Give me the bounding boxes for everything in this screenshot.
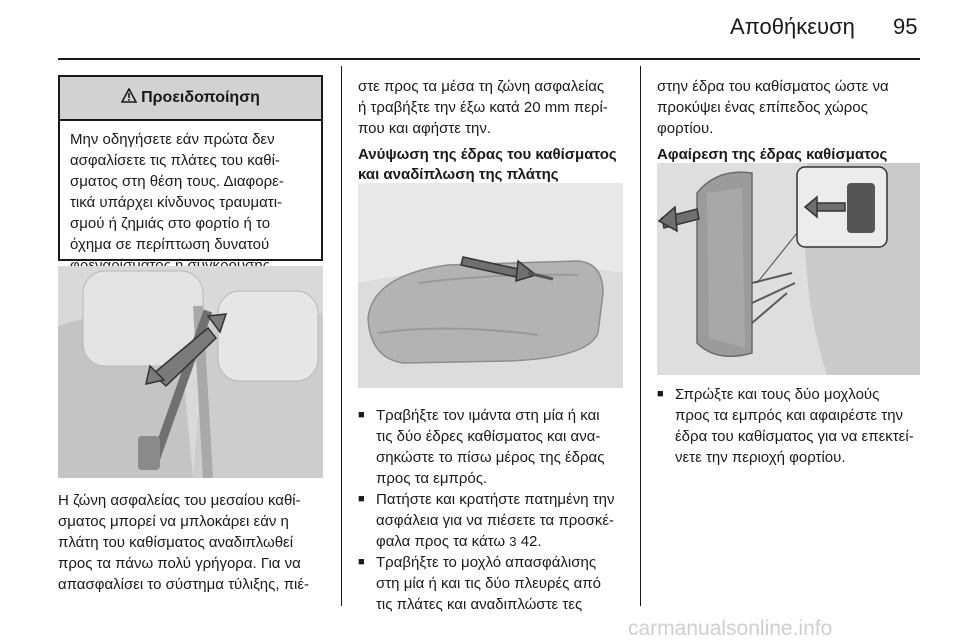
seat-cushion-illustration bbox=[358, 183, 623, 388]
page-reference-icon: 3 bbox=[509, 534, 517, 549]
text-line: ■ Τραβήξτε τον ιμάντα στη μία ή και bbox=[376, 407, 600, 424]
column-divider-2 bbox=[640, 66, 641, 606]
page-reference-link[interactable]: 42. bbox=[520, 533, 542, 550]
continuation-paragraph bbox=[657, 76, 932, 139]
heading-line: και αναδίπλωση της πλάτης bbox=[358, 166, 559, 183]
text-line: πλάτη του καθίσματος αναδιπλωθεί bbox=[58, 534, 294, 551]
text-line: προς τα εμπρός. bbox=[376, 470, 488, 487]
column-divider-1 bbox=[341, 66, 342, 606]
header-rule bbox=[58, 58, 920, 60]
instruction-bullet bbox=[358, 552, 633, 615]
text-fragment: φαλα προς τα κάτω bbox=[376, 533, 506, 550]
text-line: στη μία ή και τις δύο πλευρές από bbox=[376, 575, 601, 592]
page-header-title: Αποθήκευση bbox=[730, 14, 855, 39]
instruction-bullet bbox=[358, 405, 633, 489]
text-line: ασφάλεια για να πιέσετε τα προσκέ- bbox=[376, 512, 615, 529]
section-heading-lift-seat bbox=[358, 145, 633, 185]
instruction-bullet bbox=[358, 489, 633, 552]
text-line: Η ζώνη ασφαλείας του μεσαίου καθί- bbox=[58, 492, 301, 509]
warning-box bbox=[58, 75, 323, 261]
text-line: προς τα εμπρός και αφαιρέστε την bbox=[675, 407, 904, 424]
text-line: τις δύο έδρες καθίσματος και ανα- bbox=[376, 428, 601, 445]
seatbelt-illustration bbox=[58, 266, 323, 478]
warning-line: όχημα σε περίπτωση δυνατού bbox=[70, 236, 270, 253]
text-line: ■ Πατήστε και κρατήστε πατημένη την bbox=[376, 491, 615, 508]
watermark-text: carmanualsonline.info bbox=[628, 617, 833, 640]
page-number: 95 bbox=[893, 14, 918, 39]
section-heading-remove-seat: Αφαίρεση της έδρας καθίσματος bbox=[657, 146, 888, 163]
text-line: στην έδρα του καθίσματος ώστε να bbox=[657, 78, 889, 95]
text-line: σηκώστε το πίσω μέρος της έδρας bbox=[376, 449, 605, 466]
text-line: έδρα του καθίσματος για να επεκτεί- bbox=[675, 428, 914, 445]
text-line: απασφαλίσει το σύστημα τύλιξης, πιέ- bbox=[58, 576, 310, 593]
text-line: ή τραβήξτε την έξω κατά 20 mm περί- bbox=[358, 99, 608, 116]
text-line: που και αφήστε την. bbox=[358, 120, 492, 137]
warning-title: Προειδοποίηση bbox=[141, 89, 260, 106]
text-line: τις πλάτες και αναδιπλώστε τες bbox=[376, 596, 583, 613]
text-line: στε προς τα μέσα τη ζώνη ασφαλείας bbox=[358, 78, 605, 95]
text-line: σματος μπορεί να μπλοκάρει εάν η bbox=[58, 513, 289, 530]
heading-line: Ανύψωση της έδρας του καθίσματος bbox=[358, 146, 617, 163]
warning-line: ασφαλίσετε τις πλάτες του καθί- bbox=[70, 152, 280, 169]
warning-line: σμού ή ζημιάς στο φορτίο ή το bbox=[70, 215, 271, 232]
text-line: νετε την περιοχή φορτίου. bbox=[675, 449, 846, 466]
warning-line: σματος στη θέση τους. Διαφορε- bbox=[70, 173, 284, 190]
text-line: ■ Τραβήξτε το μοχλό απασφάλισης bbox=[376, 554, 597, 571]
text-line: φορτίου. bbox=[657, 120, 714, 137]
warning-line: Μην οδηγήσετε εάν πρώτα δεν bbox=[70, 131, 275, 148]
seat-removal-illustration bbox=[657, 163, 920, 375]
text-line bbox=[376, 531, 633, 552]
warning-text bbox=[60, 121, 321, 284]
instruction-bullet bbox=[657, 384, 932, 468]
belt-paragraph bbox=[58, 490, 333, 595]
continuation-paragraph bbox=[358, 76, 633, 139]
text-line: προς τα πάνω πολύ γρήγορα. Για να bbox=[58, 555, 301, 572]
warning-header bbox=[60, 77, 321, 121]
warning-triangle-icon bbox=[121, 88, 137, 108]
text-line: ■ Σπρώξτε και τους δύο μοχλούς bbox=[675, 386, 880, 403]
warning-line: τικά υπάρχει κίνδυνος τραυματι- bbox=[70, 194, 283, 211]
text-line: προκύψει ένας επίπεδος χώρος bbox=[657, 99, 868, 116]
